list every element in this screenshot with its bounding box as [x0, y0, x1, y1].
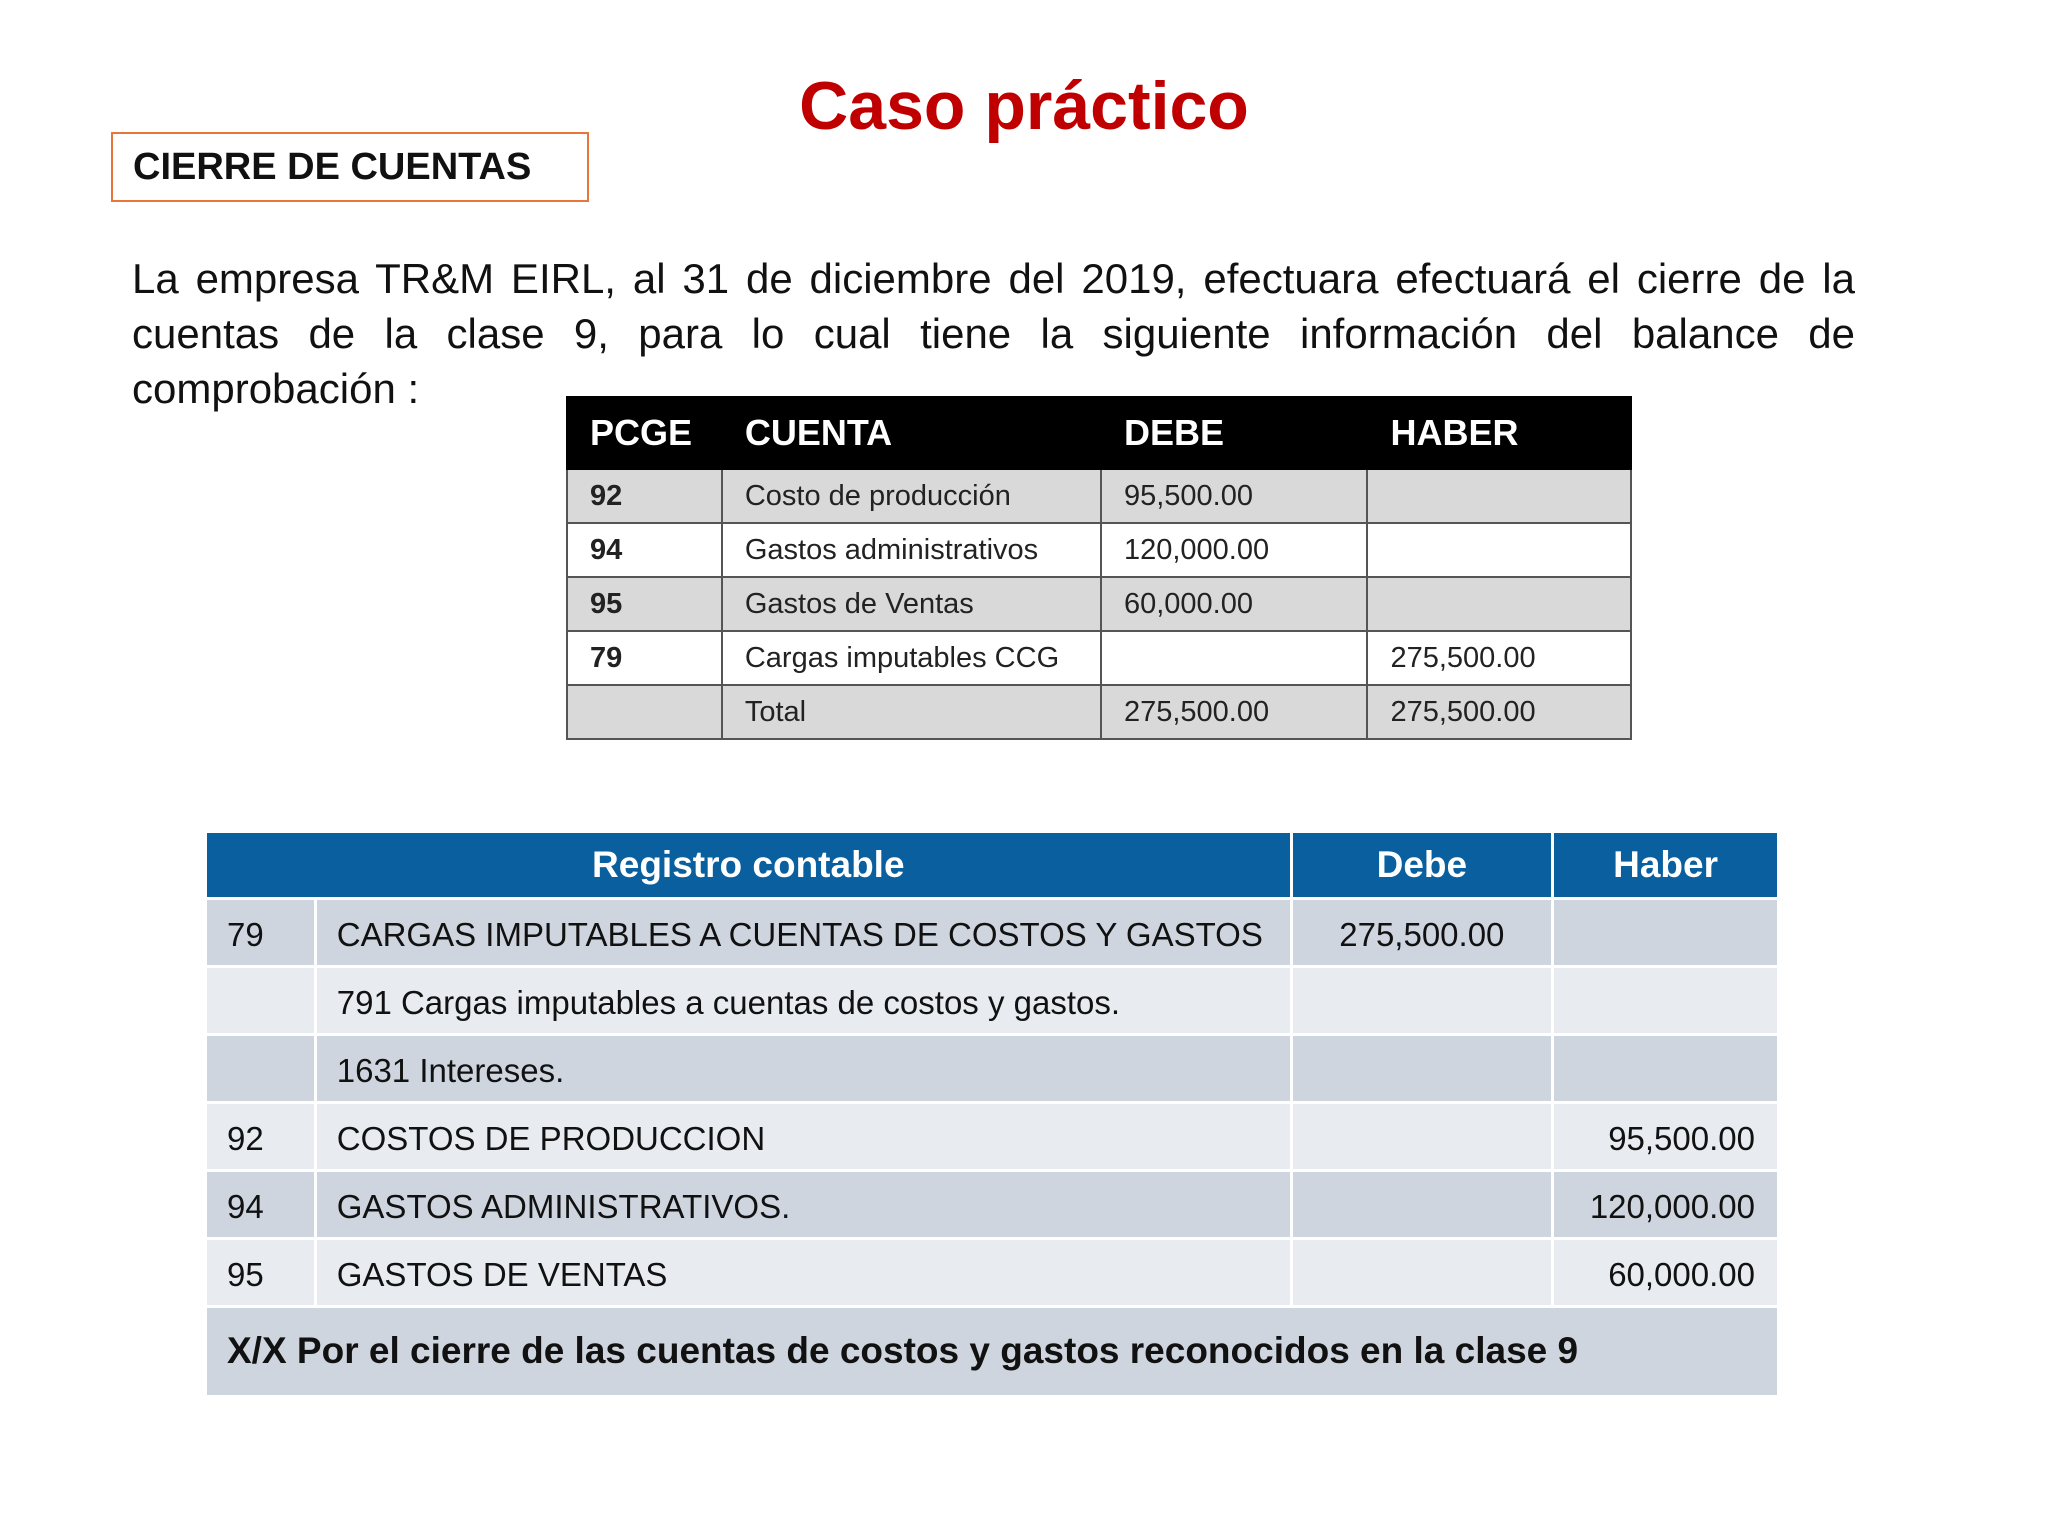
journal-debe: 275,500.00 [1293, 900, 1552, 965]
balance-debe: 120,000.00 [1101, 523, 1367, 577]
journal-row [207, 1240, 1777, 1305]
balance-header-cuenta: CUENTA [722, 397, 1101, 469]
balance-haber: 275,500.00 [1367, 631, 1631, 685]
balance-account: Costo de producción [722, 469, 1101, 523]
balance-row [567, 523, 1631, 577]
journal-header-row [207, 833, 1777, 897]
journal-debe [1293, 1240, 1552, 1305]
balance-code: 95 [567, 577, 722, 631]
journal-debe [1293, 1172, 1552, 1237]
balance-haber: 275,500.00 [1367, 685, 1631, 739]
balance-account: Cargas imputables CCG [722, 631, 1101, 685]
balance-code: 94 [567, 523, 722, 577]
journal-haber: 120,000.00 [1554, 1172, 1777, 1237]
journal-code [207, 1036, 314, 1101]
balance-code: 92 [567, 469, 722, 523]
section-label: CIERRE DE CUENTAS [133, 145, 532, 188]
balance-account: Gastos de Ventas [722, 577, 1101, 631]
journal-code: 79 [207, 900, 314, 965]
balance-account: Total [722, 685, 1101, 739]
journal-account: CARGAS IMPUTABLES A CUENTAS DE COSTOS Y GASTOS [317, 900, 1290, 965]
journal-haber: 95,500.00 [1554, 1104, 1777, 1169]
balance-row [567, 577, 1631, 631]
section-label-box [111, 132, 589, 202]
journal-account: 1631 Intereses. [317, 1036, 1290, 1101]
balance-row [567, 469, 1631, 523]
balance-haber [1367, 469, 1631, 523]
journal-haber [1554, 1036, 1777, 1101]
journal-account: COSTOS DE PRODUCCION [317, 1104, 1290, 1169]
journal-account: GASTOS ADMINISTRATIVOS. [317, 1172, 1290, 1237]
balance-header-debe: DEBE [1101, 397, 1367, 469]
journal-code: 95 [207, 1240, 314, 1305]
journal-row [207, 1036, 1777, 1101]
journal-haber [1554, 968, 1777, 1033]
journal-debe [1293, 1104, 1552, 1169]
journal-haber: 60,000.00 [1554, 1240, 1777, 1305]
journal-haber [1554, 900, 1777, 965]
journal-row [207, 1172, 1777, 1237]
journal-table [204, 830, 1780, 1398]
balance-row [567, 631, 1631, 685]
journal-account: GASTOS DE VENTAS [317, 1240, 1290, 1305]
journal-header-debe: Debe [1293, 833, 1552, 897]
journal-header-haber: Haber [1554, 833, 1777, 897]
journal-debe [1293, 1036, 1552, 1101]
journal-footer-text: X/X Por el cierre de las cuentas de costos y gastos reconocidos en la clase 9 [207, 1308, 1777, 1395]
journal-row [207, 968, 1777, 1033]
journal-code: 92 [207, 1104, 314, 1169]
balance-haber [1367, 523, 1631, 577]
balance-total-row [567, 685, 1631, 739]
balance-haber [1367, 577, 1631, 631]
journal-code [207, 968, 314, 1033]
balance-header-pcge: PCGE [567, 397, 722, 469]
balance-header-row [567, 397, 1631, 469]
intro-paragraph: La empresa TR&M EIRL, al 31 de diciembre del 2019, efectuara efectuará el cierre de la cuentas de la clase 9, para lo cual tiene la siguiente información del balance de comprobación : [132, 255, 1855, 412]
balance-header-haber: HABER [1367, 397, 1631, 469]
balance-code [567, 685, 722, 739]
journal-account: 791 Cargas imputables a cuentas de costos y gastos. [317, 968, 1290, 1033]
balance-debe: 95,500.00 [1101, 469, 1367, 523]
journal-row [207, 1104, 1777, 1169]
balance-debe: 60,000.00 [1101, 577, 1367, 631]
balance-debe [1101, 631, 1367, 685]
balance-table [566, 396, 1632, 740]
journal-code: 94 [207, 1172, 314, 1237]
journal-debe [1293, 968, 1552, 1033]
journal-header-registro: Registro contable [207, 833, 1290, 897]
journal-row [207, 900, 1777, 965]
balance-code: 79 [567, 631, 722, 685]
journal-footer-row [207, 1308, 1777, 1395]
page-title: Caso práctico [799, 68, 1249, 144]
balance-account: Gastos administrativos [722, 523, 1101, 577]
balance-debe: 275,500.00 [1101, 685, 1367, 739]
